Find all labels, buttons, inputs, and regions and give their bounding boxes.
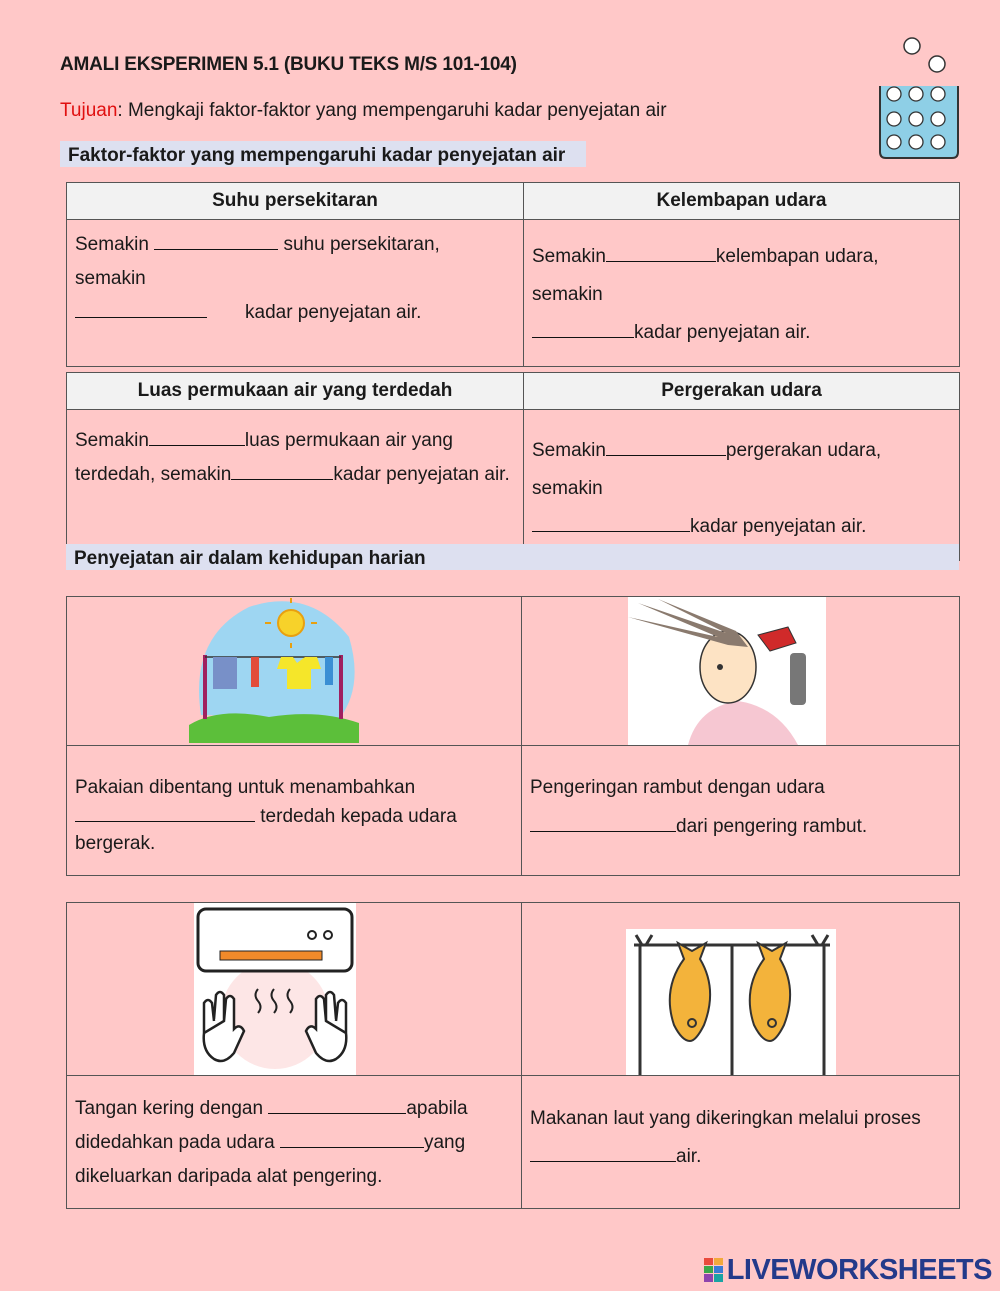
blank-input[interactable] (530, 811, 676, 832)
image-cell-hair-dryer (522, 597, 960, 746)
liveworksheets-logo (704, 1254, 992, 1287)
factors-table-1 (66, 182, 960, 367)
header-pergerakan-udara: Pergerakan udara (524, 373, 960, 410)
cell-suhu: Semakin suhu persekitaran, semakin kadar penyejatan air. (67, 220, 524, 367)
daily-life-table-1 (66, 596, 960, 876)
blank-input[interactable] (268, 1093, 406, 1114)
blank-input[interactable] (606, 435, 726, 456)
blank-input[interactable] (231, 459, 333, 480)
blank-input[interactable] (532, 511, 690, 532)
image-cell-hand-dryer (67, 903, 522, 1076)
dried-fish-icon (626, 929, 836, 1075)
blank-input[interactable] (75, 801, 255, 822)
cell-kelembapan: Semakin kelembapan udara, semakin kadar penyejatan air. (524, 220, 960, 367)
liveworksheets-logo-icon (704, 1257, 723, 1281)
header-luas-permukaan: Luas permukaan air yang terdedah (67, 373, 524, 410)
cell-hand-dryer-text: Tangan kering dengan apabila didedahkan pada udara yang dikeluarkan daripada alat pengering. (67, 1076, 522, 1209)
header-kelembapan: Kelembapan udara (524, 183, 960, 220)
hair-dryer-icon (628, 597, 826, 745)
cell-hair-dryer-text: Pengeringan rambut dengan udara dari pengering rambut. (522, 746, 960, 876)
image-cell-clothesline (67, 597, 522, 746)
aim-line (60, 100, 667, 122)
hand-dryer-icon (194, 903, 356, 1075)
cell-luas-permukaan: Semakin luas permukaan air yang terdedah, semakin kadar penyejatan air. (67, 410, 524, 561)
blank-input[interactable] (75, 297, 207, 318)
image-cell-dried-fish (522, 903, 960, 1076)
clothesline-sun-icon (189, 597, 359, 743)
header-suhu: Suhu persekitaran (67, 183, 524, 220)
section-heading-factors: Faktor-faktor yang mempengaruhi kadar penyejatan air (60, 141, 586, 167)
section-heading-daily-life: Penyejatan air dalam kehidupan harian (66, 544, 959, 570)
blank-input[interactable] (149, 425, 245, 446)
cell-dried-fish-text: Makanan laut yang dikeringkan melalui proses air. (522, 1076, 960, 1209)
factors-table-2 (66, 372, 960, 561)
liveworksheets-logo-text: LIVEWORKSHEETS (726, 1254, 992, 1286)
blank-input[interactable] (154, 229, 278, 250)
blank-input[interactable] (280, 1127, 424, 1148)
blank-input[interactable] (606, 241, 716, 262)
cell-clothesline-text: Pakaian dibentang untuk menambahkan terdedah kepada udara bergerak. (67, 746, 522, 876)
page-title: AMALI EKSPERIMEN 5.1 (BUKU TEKS M/S 101-104) (60, 54, 517, 75)
blank-input[interactable] (530, 1141, 676, 1162)
blank-input[interactable] (532, 317, 634, 338)
cell-pergerakan-udara: Semakin pergerakan udara, semakin kadar penyejatan air. (524, 410, 960, 561)
aim-label: Tujuan (60, 100, 118, 121)
water-molecules-icon (872, 34, 962, 162)
daily-life-table-2 (66, 902, 960, 1209)
aim-text: : Mengkaji faktor-faktor yang mempengaruhi kadar penyejatan air (117, 100, 667, 121)
